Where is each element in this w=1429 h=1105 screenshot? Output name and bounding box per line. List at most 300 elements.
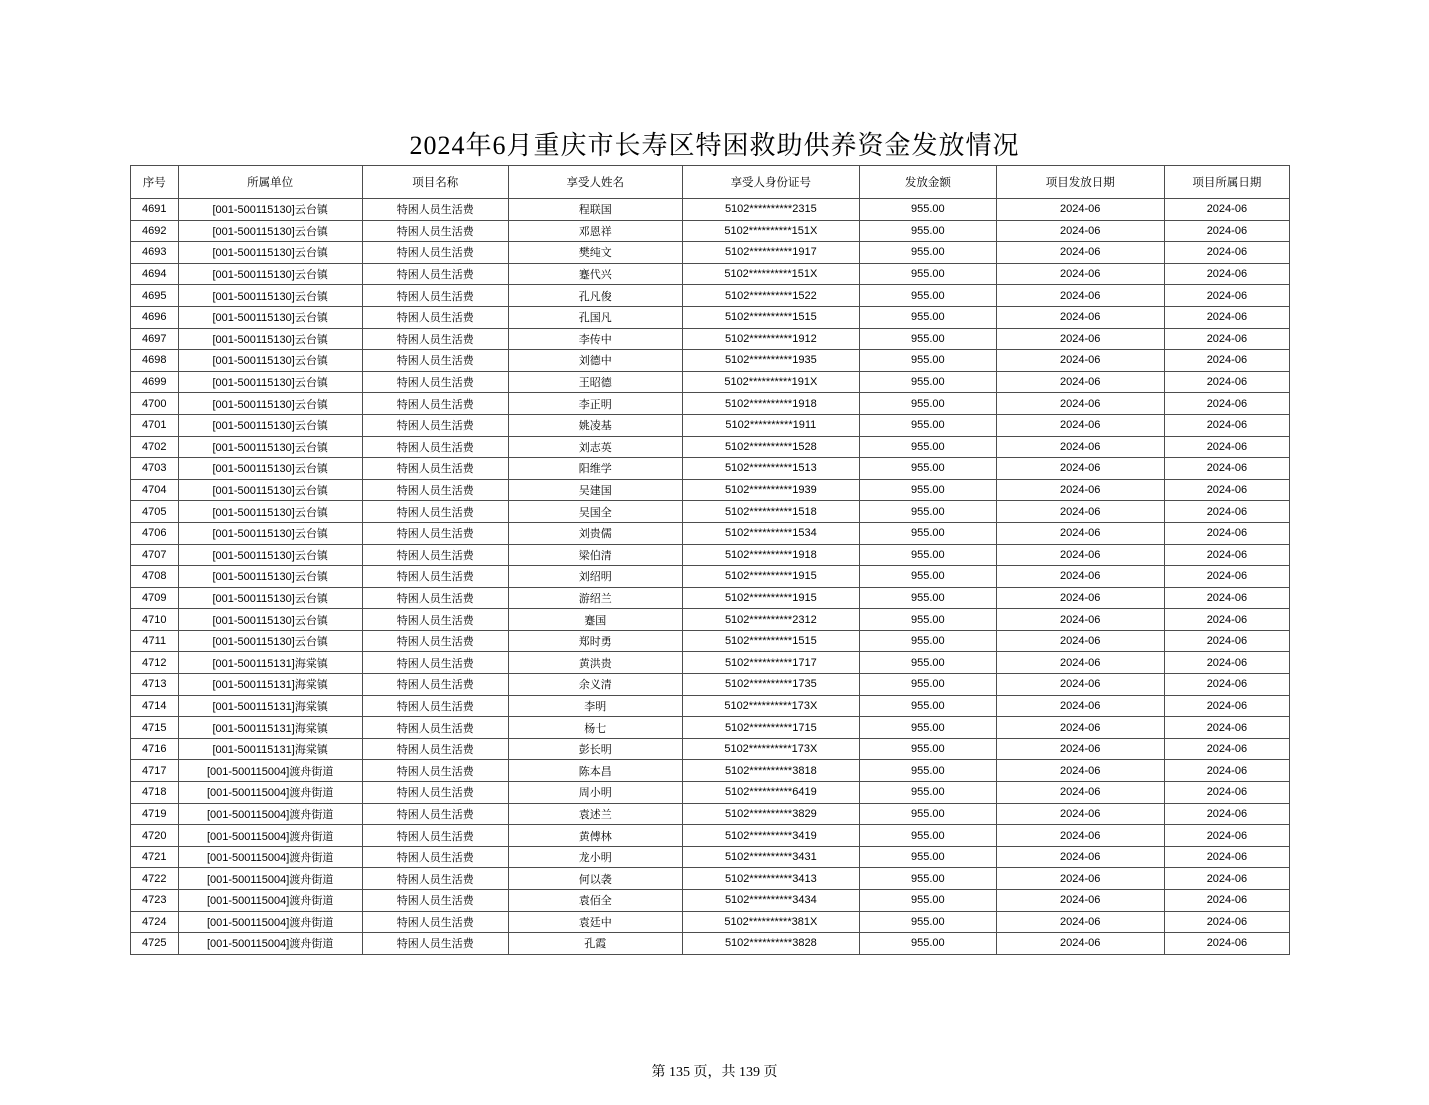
table-cell: 5102**********1522 [682, 285, 859, 307]
table-cell: 2024-06 [996, 890, 1164, 912]
table-cell: [001-500115130]云台镇 [178, 199, 362, 221]
table-cell: 2024-06 [996, 458, 1164, 480]
table-cell: 955.00 [859, 803, 996, 825]
table-cell: 周小明 [508, 782, 682, 804]
table-cell: 2024-06 [996, 695, 1164, 717]
table-cell: 2024-06 [996, 436, 1164, 458]
table-cell: 5102**********191X [682, 371, 859, 393]
table-cell: 955.00 [859, 501, 996, 523]
table-cell: 2024-06 [996, 242, 1164, 264]
table-header-row [131, 166, 1290, 199]
table-cell: 2024-06 [996, 630, 1164, 652]
table-row [131, 501, 1290, 523]
table-cell: [001-500115131]海棠镇 [178, 738, 362, 760]
table-cell: 4691 [131, 199, 179, 221]
table-cell: 2024-06 [1164, 501, 1289, 523]
table-cell: [001-500115004]渡舟街道 [178, 803, 362, 825]
table-cell: 蹇国 [508, 609, 682, 631]
table-cell: 2024-06 [996, 285, 1164, 307]
column-header: 享受人身份证号 [682, 166, 859, 199]
table-row [131, 328, 1290, 350]
table-cell: [001-500115004]渡舟街道 [178, 911, 362, 933]
table-row [131, 350, 1290, 372]
table-row [131, 674, 1290, 696]
table-cell: 特困人员生活费 [362, 350, 508, 372]
table-cell: 4707 [131, 544, 179, 566]
table-cell: [001-500115130]云台镇 [178, 436, 362, 458]
table-cell: 2024-06 [1164, 393, 1289, 415]
table-cell: 4725 [131, 933, 179, 955]
column-header: 序号 [131, 166, 179, 199]
table-cell: 特困人员生活费 [362, 501, 508, 523]
table-cell: [001-500115131]海棠镇 [178, 674, 362, 696]
table-cell: 梁伯清 [508, 544, 682, 566]
table-cell: [001-500115130]云台镇 [178, 414, 362, 436]
table-cell: 2024-06 [1164, 220, 1289, 242]
table-cell: 955.00 [859, 760, 996, 782]
table-cell: 特困人员生活费 [362, 717, 508, 739]
table-cell: 955.00 [859, 911, 996, 933]
table-row [131, 306, 1290, 328]
table-cell: 955.00 [859, 933, 996, 955]
table-cell: 5102**********1911 [682, 414, 859, 436]
table-cell: 4715 [131, 717, 179, 739]
table-cell: 4709 [131, 587, 179, 609]
table-cell: 2024-06 [1164, 890, 1289, 912]
table-cell: 特困人员生活费 [362, 544, 508, 566]
table-cell: 5102**********1935 [682, 350, 859, 372]
table-cell: 黄傅林 [508, 825, 682, 847]
table-cell: [001-500115130]云台镇 [178, 263, 362, 285]
table-cell: 4719 [131, 803, 179, 825]
table-cell: 2024-06 [1164, 587, 1289, 609]
table-cell: 955.00 [859, 674, 996, 696]
table-cell: [001-500115131]海棠镇 [178, 695, 362, 717]
table-cell: 2024-06 [1164, 285, 1289, 307]
table-cell: 4704 [131, 479, 179, 501]
table-cell: 特困人员生活费 [362, 522, 508, 544]
table-cell: 特困人员生活费 [362, 674, 508, 696]
table-cell: 彭长明 [508, 738, 682, 760]
table-cell: [001-500115004]渡舟街道 [178, 760, 362, 782]
table-cell: 4693 [131, 242, 179, 264]
table-row [131, 738, 1290, 760]
column-header: 项目发放日期 [996, 166, 1164, 199]
table-cell: [001-500115130]云台镇 [178, 479, 362, 501]
table-cell: 2024-06 [1164, 825, 1289, 847]
table-cell: 5102**********3413 [682, 868, 859, 890]
table-cell: 郑时勇 [508, 630, 682, 652]
table-cell: 袁佰全 [508, 890, 682, 912]
table-row [131, 630, 1290, 652]
table-cell: 5102**********6419 [682, 782, 859, 804]
table-cell: 特困人员生活费 [362, 242, 508, 264]
table-cell: 955.00 [859, 458, 996, 480]
table-cell: 特困人员生活费 [362, 199, 508, 221]
table-cell: 955.00 [859, 414, 996, 436]
table-cell: 4698 [131, 350, 179, 372]
table-cell: 955.00 [859, 695, 996, 717]
table-cell: 特困人员生活费 [362, 566, 508, 588]
page-title: 2024年6月重庆市长寿区特困救助供养资金发放情况 [409, 131, 1020, 160]
table-cell: 2024-06 [1164, 350, 1289, 372]
table-cell: 5102**********1534 [682, 522, 859, 544]
table-cell: 4695 [131, 285, 179, 307]
table-cell: 5102**********1518 [682, 501, 859, 523]
table-row [131, 803, 1290, 825]
table-row [131, 242, 1290, 264]
table-cell: 4700 [131, 393, 179, 415]
table-cell: 特困人员生活费 [362, 306, 508, 328]
table-cell: [001-500115130]云台镇 [178, 328, 362, 350]
table-cell: 2024-06 [1164, 414, 1289, 436]
table-row [131, 522, 1290, 544]
table-cell: 特困人员生活费 [362, 285, 508, 307]
table-cell: 4713 [131, 674, 179, 696]
table-cell: 5102**********3828 [682, 933, 859, 955]
table-row [131, 609, 1290, 631]
table-cell: 特困人员生活费 [362, 868, 508, 890]
table-cell: 刘贵儒 [508, 522, 682, 544]
table-cell: 4716 [131, 738, 179, 760]
table-cell: 姚凌基 [508, 414, 682, 436]
table-cell: 5102**********2312 [682, 609, 859, 631]
column-header: 项目名称 [362, 166, 508, 199]
table-cell: 4717 [131, 760, 179, 782]
table-cell: 特困人员生活费 [362, 393, 508, 415]
table-cell: 4708 [131, 566, 179, 588]
table-cell: 4724 [131, 911, 179, 933]
table-cell: 4694 [131, 263, 179, 285]
table-cell: 2024-06 [996, 393, 1164, 415]
table-cell: 特困人员生活费 [362, 371, 508, 393]
table-cell: 特困人员生活费 [362, 846, 508, 868]
table-cell: [001-500115130]云台镇 [178, 285, 362, 307]
table-cell: 2024-06 [996, 652, 1164, 674]
table-row [131, 479, 1290, 501]
table-cell: 2024-06 [1164, 933, 1289, 955]
table-cell: 杨七 [508, 717, 682, 739]
table-cell: 王昭德 [508, 371, 682, 393]
table-cell: 黄洪贵 [508, 652, 682, 674]
table-cell: 吴国全 [508, 501, 682, 523]
table-cell: 特困人员生活费 [362, 630, 508, 652]
table-cell: 4692 [131, 220, 179, 242]
table-row [131, 587, 1290, 609]
table-cell: 955.00 [859, 587, 996, 609]
table-cell: 2024-06 [996, 306, 1164, 328]
table-cell: 特困人员生活费 [362, 890, 508, 912]
table-cell: 955.00 [859, 263, 996, 285]
table-cell: 955.00 [859, 371, 996, 393]
table-cell: 955.00 [859, 242, 996, 264]
table-cell: 2024-06 [996, 782, 1164, 804]
table-cell: 2024-06 [1164, 803, 1289, 825]
table-row [131, 825, 1290, 847]
table-cell: 2024-06 [1164, 782, 1289, 804]
table-cell: 特困人员生活费 [362, 609, 508, 631]
table-cell: 955.00 [859, 868, 996, 890]
column-header: 享受人姓名 [508, 166, 682, 199]
table-cell: 5102**********1515 [682, 306, 859, 328]
table-cell: 4723 [131, 890, 179, 912]
table-cell: 2024-06 [1164, 717, 1289, 739]
table-cell: 2024-06 [996, 501, 1164, 523]
table-cell: 955.00 [859, 285, 996, 307]
table-cell: 4699 [131, 371, 179, 393]
table-cell: 4703 [131, 458, 179, 480]
table-cell: 5102**********3818 [682, 760, 859, 782]
table-cell: 5102**********1715 [682, 717, 859, 739]
table-cell: 5102**********173X [682, 695, 859, 717]
table-cell: 特困人员生活费 [362, 760, 508, 782]
table-cell: 特困人员生活费 [362, 479, 508, 501]
table-cell: 2024-06 [996, 868, 1164, 890]
table-cell: 2024-06 [1164, 479, 1289, 501]
table-cell: 4711 [131, 630, 179, 652]
table-cell: 特困人员生活费 [362, 436, 508, 458]
table-cell: 4712 [131, 652, 179, 674]
table-cell: 2024-06 [996, 199, 1164, 221]
table-cell: 2024-06 [996, 760, 1164, 782]
table-cell: [001-500115130]云台镇 [178, 630, 362, 652]
table-cell: 2024-06 [996, 825, 1164, 847]
table-cell: 955.00 [859, 652, 996, 674]
table-cell: 2024-06 [996, 933, 1164, 955]
table-cell: 2024-06 [1164, 695, 1289, 717]
table-row [131, 890, 1290, 912]
table-cell: 2024-06 [996, 738, 1164, 760]
table-cell: 特困人员生活费 [362, 652, 508, 674]
table-cell: 2024-06 [996, 566, 1164, 588]
table-cell: 5102**********1515 [682, 630, 859, 652]
table-cell: [001-500115130]云台镇 [178, 350, 362, 372]
table-cell: 955.00 [859, 544, 996, 566]
table-cell: 955.00 [859, 350, 996, 372]
table-cell: [001-500115130]云台镇 [178, 587, 362, 609]
table-cell: [001-500115130]云台镇 [178, 458, 362, 480]
table-cell: [001-500115004]渡舟街道 [178, 868, 362, 890]
table-cell: 孔霞 [508, 933, 682, 955]
table-cell: 2024-06 [996, 350, 1164, 372]
table-cell: 刘绍明 [508, 566, 682, 588]
table-cell: 特困人员生活费 [362, 263, 508, 285]
table-cell: 955.00 [859, 890, 996, 912]
table-cell: 邓恩祥 [508, 220, 682, 242]
table-cell: 2024-06 [1164, 306, 1289, 328]
table-row [131, 868, 1290, 890]
table-cell: 5102**********173X [682, 738, 859, 760]
table-cell: 特困人员生活费 [362, 933, 508, 955]
table-cell: 2024-06 [1164, 609, 1289, 631]
table-cell: 袁述兰 [508, 803, 682, 825]
table-cell: [001-500115130]云台镇 [178, 306, 362, 328]
table-body [131, 199, 1290, 955]
table-cell: 2024-06 [1164, 544, 1289, 566]
table-cell: 2024-06 [1164, 674, 1289, 696]
table-cell: 2024-06 [1164, 760, 1289, 782]
table-cell: 4701 [131, 414, 179, 436]
table-cell: 刘德中 [508, 350, 682, 372]
table-cell: 955.00 [859, 393, 996, 415]
table-cell: 特困人员生活费 [362, 782, 508, 804]
table-cell: 955.00 [859, 630, 996, 652]
table-row [131, 717, 1290, 739]
column-header: 项目所属日期 [1164, 166, 1289, 199]
table-row [131, 911, 1290, 933]
table-cell: 2024-06 [1164, 328, 1289, 350]
table-cell: 4718 [131, 782, 179, 804]
table-cell: 4696 [131, 306, 179, 328]
table-cell: 2024-06 [996, 717, 1164, 739]
table-cell: [001-500115004]渡舟街道 [178, 846, 362, 868]
table-cell: [001-500115004]渡舟街道 [178, 782, 362, 804]
table-cell: [001-500115130]云台镇 [178, 393, 362, 415]
table-row [131, 544, 1290, 566]
table-cell: 特困人员生活费 [362, 220, 508, 242]
table-cell: 2024-06 [1164, 199, 1289, 221]
table-cell: 2024-06 [996, 328, 1164, 350]
table-cell: 龙小明 [508, 846, 682, 868]
table-cell: 2024-06 [996, 371, 1164, 393]
table-row [131, 933, 1290, 955]
table-cell: 袁廷中 [508, 911, 682, 933]
table-cell: 2024-06 [1164, 738, 1289, 760]
table-cell: 孔凡俊 [508, 285, 682, 307]
table-cell: 陈本昌 [508, 760, 682, 782]
table-cell: 何以袭 [508, 868, 682, 890]
table-cell: 特困人员生活费 [362, 587, 508, 609]
table-cell: 955.00 [859, 846, 996, 868]
table-cell: [001-500115130]云台镇 [178, 522, 362, 544]
table-cell: 特困人员生活费 [362, 458, 508, 480]
table-cell: 5102**********3431 [682, 846, 859, 868]
table-cell: 5102**********1917 [682, 242, 859, 264]
table-cell: 李正明 [508, 393, 682, 415]
table-cell: 2024-06 [1164, 522, 1289, 544]
table-cell: 2024-06 [1164, 263, 1289, 285]
column-header: 发放金额 [859, 166, 996, 199]
table-cell: 4710 [131, 609, 179, 631]
table-cell: 2024-06 [996, 414, 1164, 436]
table-cell: 5102**********1912 [682, 328, 859, 350]
table-cell: 5102**********3434 [682, 890, 859, 912]
table-cell: [001-500115130]云台镇 [178, 220, 362, 242]
table-row [131, 695, 1290, 717]
table-cell: 2024-06 [1164, 868, 1289, 890]
table-cell: 余义清 [508, 674, 682, 696]
table-cell: 955.00 [859, 479, 996, 501]
column-header: 所属单位 [178, 166, 362, 199]
table-cell: 2024-06 [996, 263, 1164, 285]
table-cell: 游绍兰 [508, 587, 682, 609]
table-cell: 特困人员生活费 [362, 803, 508, 825]
table-cell: 特困人员生活费 [362, 414, 508, 436]
table-cell: 2024-06 [996, 674, 1164, 696]
table-cell: [001-500115004]渡舟街道 [178, 825, 362, 847]
table-row [131, 393, 1290, 415]
table-cell: 2024-06 [996, 587, 1164, 609]
table-cell: 2024-06 [1164, 846, 1289, 868]
table-cell: 5102**********1528 [682, 436, 859, 458]
table-row [131, 199, 1290, 221]
table-cell: 特困人员生活费 [362, 695, 508, 717]
table-cell: 5102**********1915 [682, 566, 859, 588]
table-cell: 特困人员生活费 [362, 328, 508, 350]
table-cell: 955.00 [859, 717, 996, 739]
table-cell: 2024-06 [1164, 242, 1289, 264]
table-cell: 5102**********151X [682, 220, 859, 242]
table-cell: 4697 [131, 328, 179, 350]
table-row [131, 760, 1290, 782]
table-cell: 5102**********1939 [682, 479, 859, 501]
table-cell: 2024-06 [996, 846, 1164, 868]
table-cell: 2024-06 [1164, 911, 1289, 933]
table-cell: 955.00 [859, 306, 996, 328]
table-cell: 5102**********1717 [682, 652, 859, 674]
table-cell: 4714 [131, 695, 179, 717]
table-row [131, 846, 1290, 868]
table-cell: 2024-06 [1164, 458, 1289, 480]
table-cell: 2024-06 [996, 479, 1164, 501]
table-cell: 2024-06 [996, 220, 1164, 242]
table-row [131, 414, 1290, 436]
table-cell: 955.00 [859, 738, 996, 760]
table-cell: 4705 [131, 501, 179, 523]
table-cell: 5102**********3419 [682, 825, 859, 847]
table-cell: [001-500115130]云台镇 [178, 544, 362, 566]
table-cell: 2024-06 [996, 609, 1164, 631]
table-cell: 5102**********1513 [682, 458, 859, 480]
table-cell: 程联国 [508, 199, 682, 221]
table-cell: 吴建国 [508, 479, 682, 501]
table-cell: 李明 [508, 695, 682, 717]
table-cell: 2024-06 [1164, 566, 1289, 588]
table-cell: 2024-06 [996, 522, 1164, 544]
table-cell: 李传中 [508, 328, 682, 350]
table-cell: 955.00 [859, 436, 996, 458]
table-cell: 5102**********2315 [682, 199, 859, 221]
table-row [131, 371, 1290, 393]
page-number-footer: 第 135 页，共 139 页 [651, 1065, 778, 1080]
table-cell: 2024-06 [996, 544, 1164, 566]
table-row [131, 782, 1290, 804]
table-cell: 955.00 [859, 825, 996, 847]
table-cell: 5102**********1735 [682, 674, 859, 696]
table-cell: 5102**********151X [682, 263, 859, 285]
table-cell: 樊纯文 [508, 242, 682, 264]
table-cell: 刘志英 [508, 436, 682, 458]
table-cell: 955.00 [859, 782, 996, 804]
table-cell: 特困人员生活费 [362, 825, 508, 847]
table-cell: 2024-06 [1164, 630, 1289, 652]
table-cell: 2024-06 [996, 911, 1164, 933]
table-cell: 2024-06 [1164, 436, 1289, 458]
table-cell: 阳维学 [508, 458, 682, 480]
table-cell: 5102**********381X [682, 911, 859, 933]
table-cell: 特困人员生活费 [362, 911, 508, 933]
table-cell: [001-500115130]云台镇 [178, 566, 362, 588]
table-cell: [001-500115131]海棠镇 [178, 652, 362, 674]
table-cell: 特困人员生活费 [362, 738, 508, 760]
table-cell: [001-500115130]云台镇 [178, 242, 362, 264]
table-cell: 955.00 [859, 522, 996, 544]
table-cell: 2024-06 [1164, 652, 1289, 674]
table-cell: 955.00 [859, 328, 996, 350]
table-row [131, 652, 1290, 674]
table-cell: 5102**********1918 [682, 544, 859, 566]
table-cell: [001-500115004]渡舟街道 [178, 890, 362, 912]
